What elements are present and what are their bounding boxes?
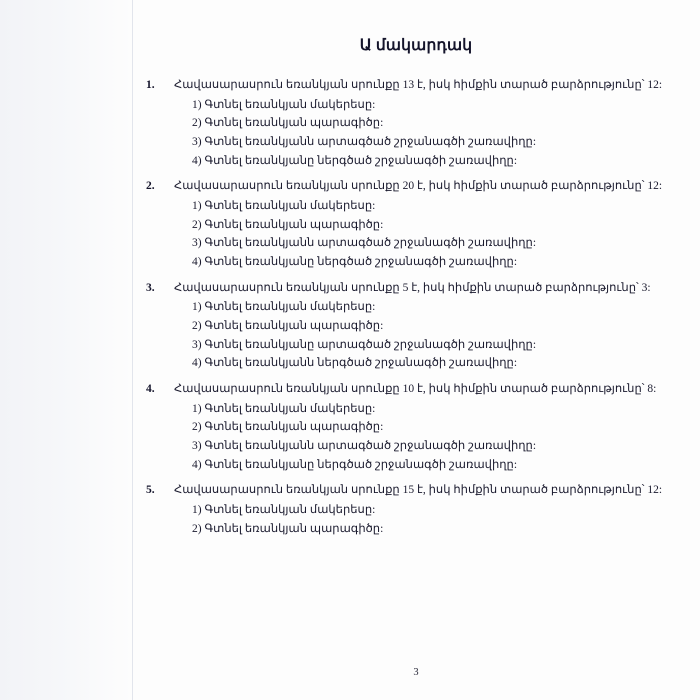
answer-item: 3) Գտնել եռանկյանն արտագծած շրջանագծի շառավիղը:	[192, 440, 537, 452]
page-binding-edge	[0, 0, 133, 700]
answer-item: 4) Գտնել եռանկյանը ներգծած շրջանագծի շառավիղը:	[192, 256, 518, 268]
answer-item: 4) Գտնել եռանկյանը ներգծած շրջանագծի շառավիղը:	[192, 154, 518, 167]
answer-list	[192, 197, 680, 272]
question-heading	[146, 381, 680, 399]
page-content	[132, 0, 700, 700]
question-text: Հավասարասրուն եռանկյան սրունքը 20 է, իսկ հիմքին տարած բարձրությունը՝ 12:	[174, 180, 663, 193]
question-number: 1.	[146, 79, 155, 91]
answer-item: 2) Գտնել եռանկյան պարագիծը:	[192, 117, 384, 130]
question-heading	[146, 178, 680, 196]
answer-item: 1) Գտնել եռանկյան մակերեսը:	[192, 200, 376, 213]
page-number: 3	[413, 667, 419, 678]
answer-list	[192, 400, 680, 475]
question-heading	[146, 482, 680, 500]
question-item	[146, 178, 680, 271]
question-number: 2.	[146, 180, 155, 193]
question-number: 4.	[146, 382, 155, 395]
question-item	[146, 482, 680, 538]
answer-item: 3) Գտնել եռանկյանը արտագծած շրջանագծի շառավիղը:	[192, 338, 537, 351]
question-number: 3.	[146, 281, 155, 294]
answer-item: 4) Գտնել եռանկյանն ներգծած շրջանագծի շառավիղը:	[192, 357, 518, 370]
answer-item: 1) Գտնել եռանկյան մակերեսը:	[192, 504, 376, 517]
question-number: 5.	[146, 484, 155, 497]
answer-list	[192, 298, 680, 373]
question-list	[132, 77, 700, 538]
answer-item: 1) Գտնել եռանկյան մակերեսը:	[192, 301, 376, 314]
question-text: Հավասարասրուն եռանկյան սրունքը 10 է, իսկ հիմքին տարած բարձրությունը՝ 8:	[174, 382, 657, 395]
page-title: Ա մակարդակ	[359, 37, 473, 54]
question-item	[146, 381, 680, 474]
answer-list	[192, 96, 680, 171]
answer-item: 1) Գտնել եռանկյան մակերեսը:	[192, 98, 376, 111]
question-text: Հավասարասրուն եռանկյան սրունքը 13 է, իսկ հիմքին տարած բարձրությունը՝ 12:	[174, 79, 663, 91]
answer-item: 4) Գտնել եռանկյանը ներգծած շրջանագծի շառավիղը:	[192, 458, 518, 471]
answer-item: 3) Գտնել եռանկյանն արտագծած շրջանագծի շառավիղը:	[192, 136, 537, 149]
question-heading	[146, 77, 680, 95]
answer-item: 2) Գտնել եռանկյան պարագիծը:	[192, 218, 384, 231]
answer-item: 3) Գտնել եռանկյանն արտագծած շրջանագծի շառավիղը:	[192, 237, 537, 250]
answer-item: 2) Գտնել եռանկյան պարագիծը:	[192, 421, 384, 434]
question-heading	[146, 280, 680, 298]
answer-item: 2) Գտնել եռանկյան պարագիծը:	[192, 320, 384, 333]
question-item	[146, 77, 680, 170]
question-text: Հավասարասրուն եռանկյան սրունքը 5 է, իսկ հիմքին տարած բարձրությունը՝ 3:	[174, 281, 651, 294]
answer-item: 2) Գտնել եռանկյան պարագիծը:	[192, 522, 384, 535]
question-text: Հավասարասրուն եռանկյան սրունքը 15 է, իսկ հիմքին տարած բարձրությունը՝ 12:	[174, 484, 663, 497]
answer-item: 1) Գտնել եռանկյան մակերեսը:	[192, 402, 376, 415]
answer-list	[192, 501, 680, 538]
question-item	[146, 280, 680, 373]
